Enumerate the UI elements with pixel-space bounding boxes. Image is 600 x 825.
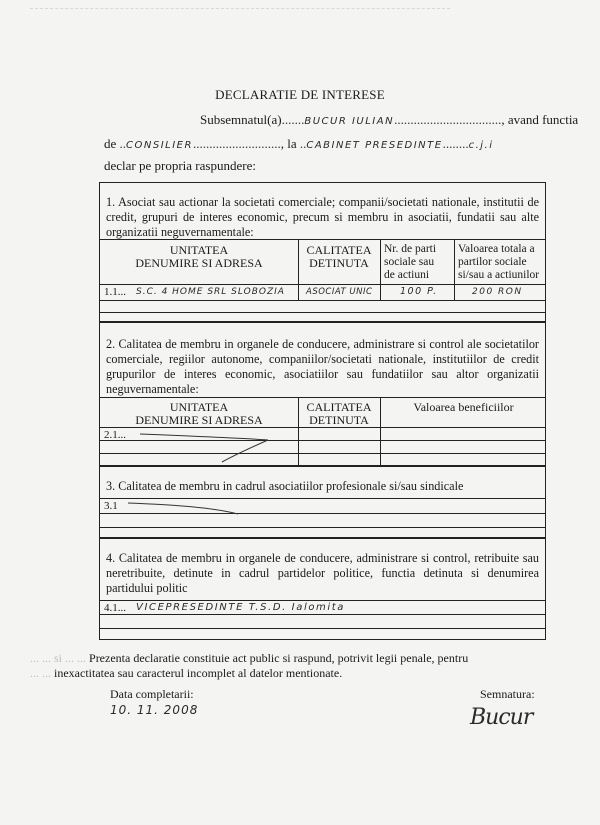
section-2-text: 2. Calitatea de membru in organele de conducere, administrare si control ale societatilor comerciale, regiilor autonome, companiilor/societati nationale, institutiilor de credit grupurilor de interes economic, asociatiilor sau fundatiilor sau altor organizatii neguvernamentale: [106, 337, 539, 396]
s1-header-value-l3: si/sau a actiunilor [458, 269, 540, 281]
legal-line-1: Prezenta declaratie constituie act public si raspund, potrivit legii penale, pentru [89, 651, 469, 665]
s3-row1-label: 3.1 [104, 500, 118, 512]
s1-header-unit-l1: UNITATEA [169, 243, 229, 257]
function-prefix: de [104, 136, 117, 151]
s1-row1-label: 1.1... [104, 286, 126, 298]
faded-prefix-2: ... ... [30, 666, 51, 680]
s4-row1-value: VICEPRESEDINTE T.S.D. Ialomita [136, 602, 346, 613]
date-value: 10. 11. 2008 [110, 703, 199, 717]
s1-header-value-l2: partilor sociale [458, 256, 527, 268]
s1-header-unit-l2: DENUMIRE SI ADRESA [135, 256, 263, 270]
section-4-text: 4. Calitatea de membru in organele de conducere, administrare si control, retribuite sau neretribuite, detinute in cadrul partidelor politice, functia detinuta si denumirea partidului politic [106, 551, 539, 595]
s1-header-quality-l2: DETINUTA [309, 256, 369, 270]
s1-row1-value: 200 RON [472, 287, 523, 297]
section-1-text: 1. Asociat sau actionar la societati comerciale; companii/societati nationale, institutii de credit, grupuri de interes economic, precum si membru in asociatii, fundatii sau alte organizatii neguvernamentale: [106, 195, 539, 239]
employer-label: , la [280, 136, 297, 151]
s3-strike-line [128, 503, 238, 514]
document-title: DECLARATIE DE INTERESE [215, 87, 385, 102]
employer-value: CABINET PRESEDINTE [306, 140, 443, 151]
s1-header-shares-l3: de actiuni [384, 269, 430, 281]
declarant-name: BUCUR IULIAN [304, 116, 395, 127]
declarant-line: Subsemnatul(a).......BUCUR IULIAN................................., avand functia [200, 112, 579, 127]
s2-header-quality-l1: CALITATEA [306, 400, 372, 414]
legal-line-2: inexactitatea sau caracterul incomplet al datelor mentionate. [54, 666, 343, 680]
declaration-statement: declar pe propria raspundere: [104, 158, 256, 173]
s4-row1-label: 4.1... [104, 602, 126, 614]
s1-header-value-l1: Valoarea totala a [458, 243, 535, 255]
legal-notice [30, 651, 550, 681]
s2-header-unit-l1: UNITATEA [169, 400, 229, 414]
s1-header-quality-l1: CALITATEA [306, 243, 372, 257]
faded-prefix-1: ... ... si ... ... [30, 651, 87, 665]
function-label: , avand functia [501, 112, 579, 127]
s2-header-value: Valoarea beneficiilor [413, 400, 514, 414]
function-line: de ..CONSILIER..........................., la ..CABINET PRESEDINTE........c.j.i [104, 136, 494, 151]
s1-header-shares-l2: sociale sau [384, 256, 435, 268]
signature-label: Semnatura: [480, 687, 535, 701]
declarant-label: Subsemnatul(a) [200, 112, 282, 127]
section-3-text: 3. Calitatea de membru in cadrul asociatiilor profesionale si/sau sindicale [106, 479, 464, 493]
s1-row1-shares: 100 P. [400, 286, 438, 297]
employer-tail: c.j.i [468, 140, 494, 151]
s2-strike-line [140, 434, 268, 462]
signature-value: Bucur [470, 705, 533, 730]
s1-row1-unit: S.C. 4 HOME SRL SLOBOZIA [136, 287, 285, 297]
date-label: Data completarii: [110, 687, 194, 701]
function-value: CONSILIER [126, 140, 193, 151]
s2-row1-label: 2.1... [104, 429, 126, 441]
s1-header-shares-l1: Nr. de parti [384, 243, 437, 255]
s2-header-quality-l2: DETINUTA [309, 413, 369, 427]
s1-row1-quality: ASOCIAT UNIC [306, 287, 373, 297]
s2-header-unit-l2: DENUMIRE SI ADRESA [135, 413, 263, 427]
